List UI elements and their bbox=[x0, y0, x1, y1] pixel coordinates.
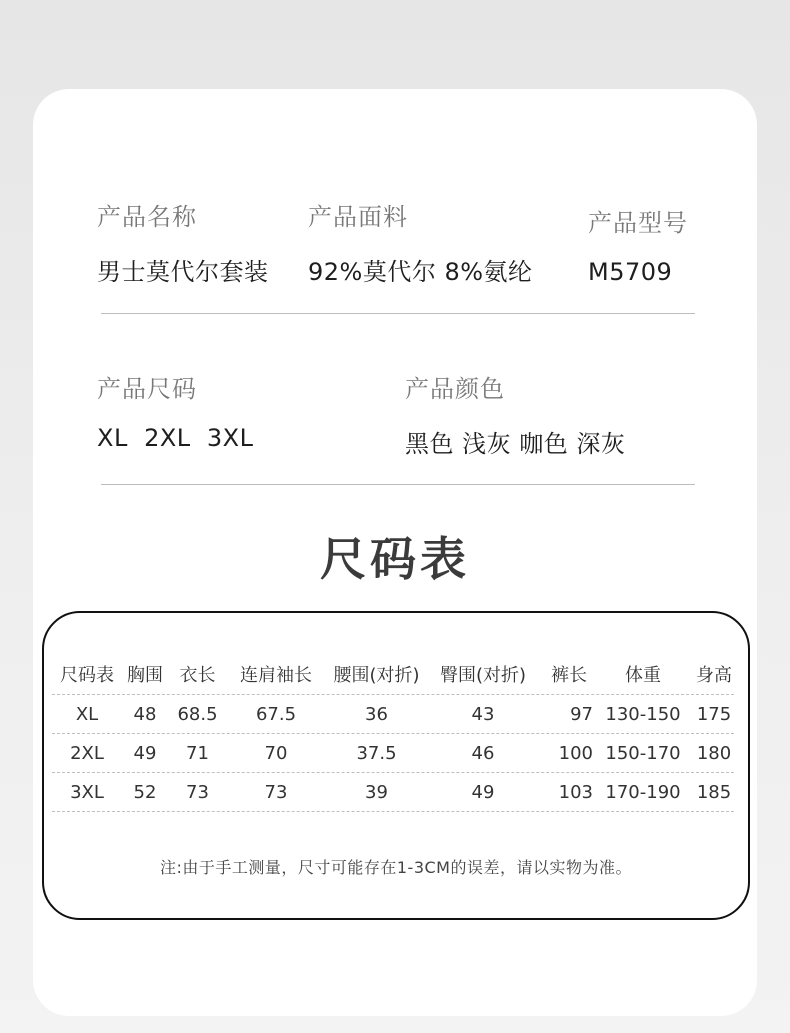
table-cell: 49 bbox=[133, 743, 157, 764]
table-header-cell: 尺码表 bbox=[60, 665, 114, 686]
table-cell: 150-170 bbox=[605, 743, 681, 764]
table-cell: 130-150 bbox=[605, 704, 681, 725]
table-header-cell: 体重 bbox=[625, 665, 661, 686]
table-cell: 48 bbox=[133, 704, 157, 725]
product-size-value: XL 2XL 3XL bbox=[97, 424, 254, 452]
table-cell: 73 bbox=[264, 782, 288, 803]
table-cell: 70 bbox=[264, 743, 288, 764]
table-cell: 68.5 bbox=[177, 704, 218, 725]
table-header-cell: 臀围(对折) bbox=[439, 665, 527, 686]
table-header-cell: 腰围(对折) bbox=[333, 665, 420, 686]
table-cell: 39 bbox=[365, 782, 388, 803]
table-header-cell: 身高 bbox=[696, 665, 732, 686]
table-header-cell: 连肩袖长 bbox=[240, 665, 312, 686]
table-cell: 103 bbox=[558, 782, 593, 803]
table-cell: XL bbox=[75, 704, 99, 725]
table-header-cell: 衣长 bbox=[179, 665, 216, 686]
product-color-label: 产品颜色 bbox=[405, 375, 505, 403]
size-chart-title: 尺码表 bbox=[320, 532, 470, 586]
table-row bbox=[52, 697, 734, 734]
table-cell: 180 bbox=[696, 743, 732, 764]
divider-2 bbox=[101, 484, 695, 485]
table-cell: 46 bbox=[471, 743, 495, 764]
product-fabric-value: 92%莫代尔 8%氨纶 bbox=[308, 258, 533, 286]
table-cell: 100 bbox=[558, 743, 593, 764]
table-cell: 73 bbox=[186, 782, 209, 803]
product-model-field bbox=[588, 203, 688, 286]
table-cell: 43 bbox=[471, 704, 495, 725]
table-cell: 175 bbox=[696, 704, 732, 725]
product-name-value: 男士莫代尔套装 bbox=[97, 258, 269, 286]
table-cell: 67.5 bbox=[255, 704, 297, 725]
table-row bbox=[52, 736, 734, 773]
table-cell: 49 bbox=[471, 782, 495, 803]
table-header-row bbox=[52, 658, 734, 695]
product-color-value: 黑色 浅灰 咖色 深灰 bbox=[405, 430, 626, 458]
table-row bbox=[52, 775, 734, 812]
table-cell: 185 bbox=[696, 782, 732, 803]
measurement-note: 注:由于手工测量，尺寸可能存在1-3CM的误差，请以实物为准。 bbox=[159, 858, 632, 877]
table-cell: 97 bbox=[570, 704, 593, 725]
product-size-field bbox=[97, 369, 254, 452]
table-cell: 3XL bbox=[70, 782, 104, 803]
product-name-field bbox=[97, 197, 269, 287]
table-cell: 36 bbox=[365, 704, 388, 725]
product-model-label: 产品型号 bbox=[588, 209, 688, 237]
product-size-label: 产品尺码 bbox=[97, 375, 197, 403]
divider-1 bbox=[101, 313, 695, 314]
table-header-cell: 裤长 bbox=[551, 665, 587, 686]
product-fabric-field bbox=[308, 197, 533, 287]
table-header-cell: 胸围 bbox=[127, 665, 163, 686]
table-cell: 71 bbox=[186, 743, 209, 764]
product-name-label: 产品名称 bbox=[97, 203, 197, 231]
table-cell: 2XL bbox=[70, 743, 104, 764]
table-cell: 170-190 bbox=[605, 782, 681, 803]
table-cell: 37.5 bbox=[356, 743, 397, 764]
product-model-value: M5709 bbox=[588, 258, 673, 286]
product-color-field bbox=[405, 369, 625, 459]
table-cell: 52 bbox=[133, 782, 157, 803]
product-fabric-label: 产品面料 bbox=[308, 203, 408, 231]
